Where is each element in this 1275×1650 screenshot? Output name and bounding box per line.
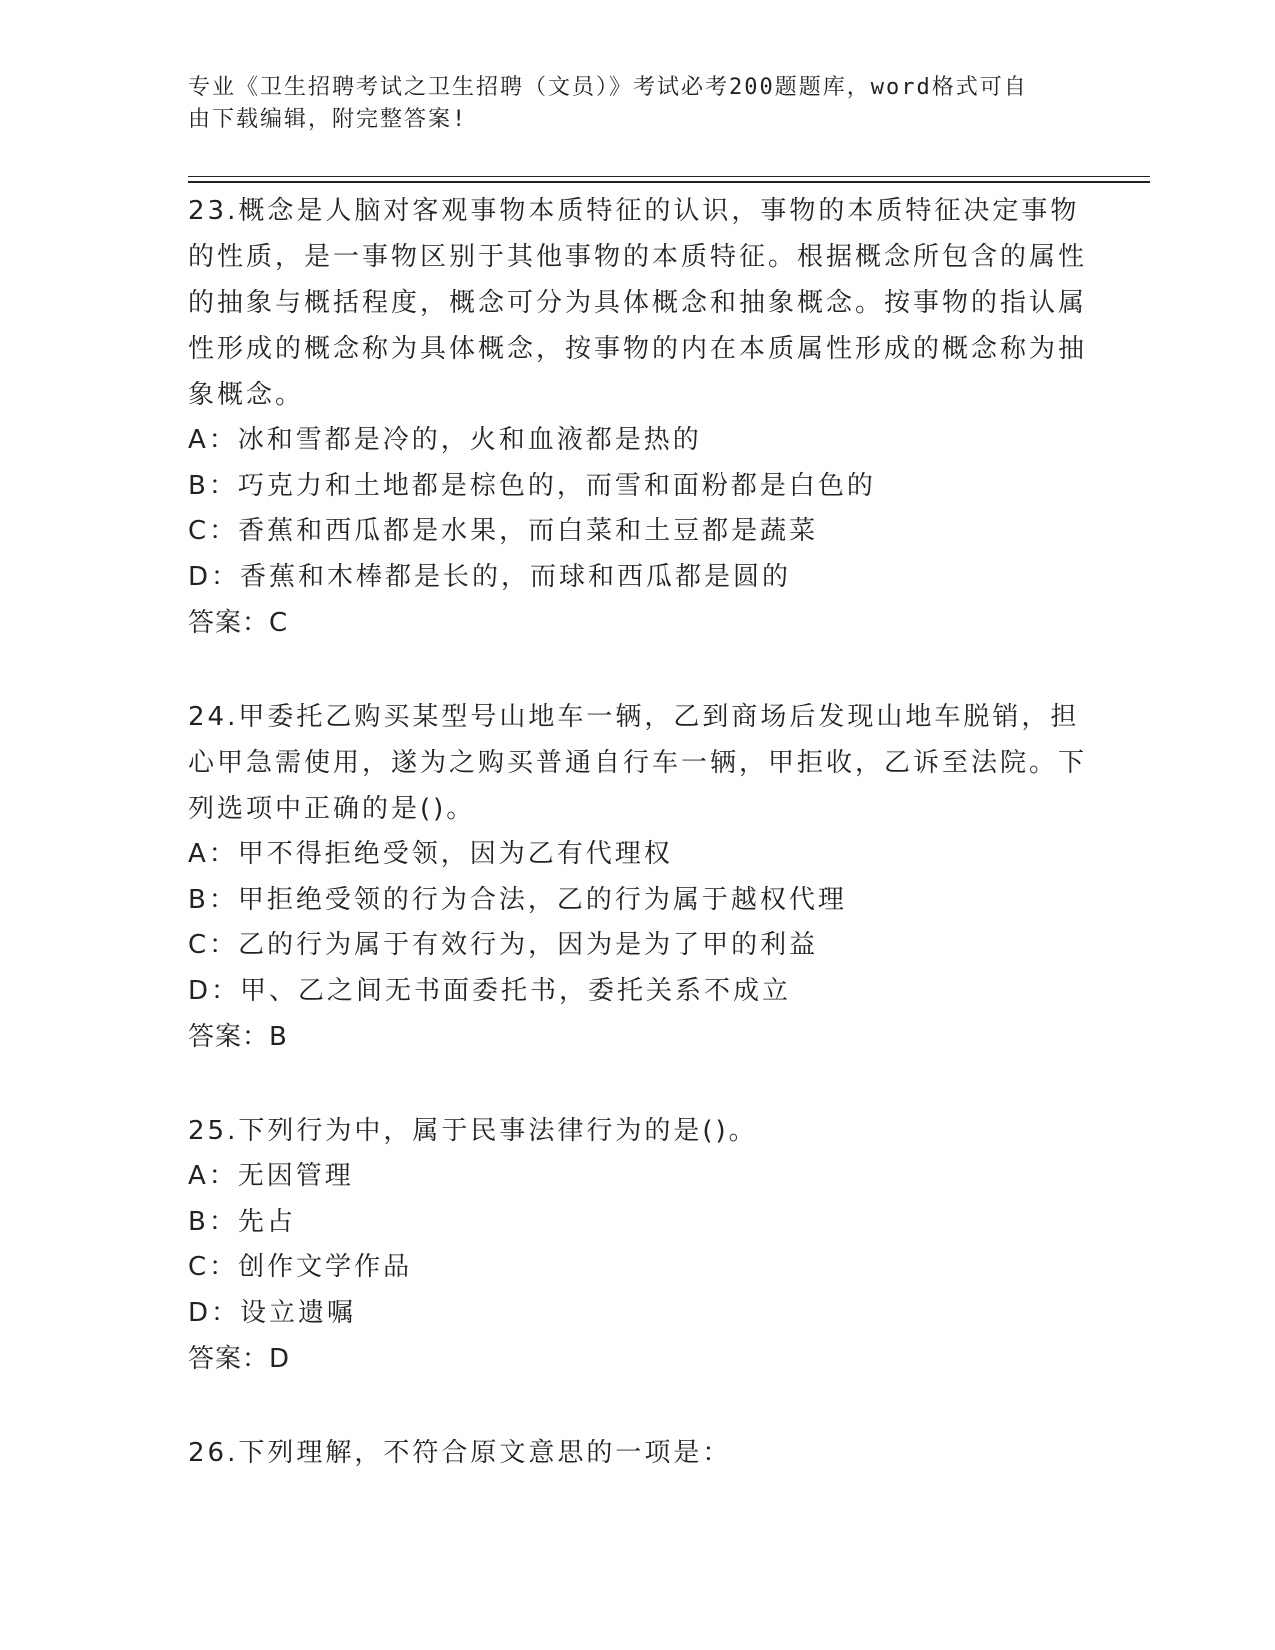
answer: 答案：B <box>188 1022 288 1052</box>
option-d: D：设立遗嘱 <box>188 1297 357 1328</box>
header-line-2: 由下载编辑，附完整答案! <box>188 107 468 132</box>
header-divider-thick <box>188 181 1150 183</box>
question-24 <box>188 694 1088 1060</box>
header-divider-thin <box>188 176 1150 177</box>
question-25 <box>188 1108 1088 1382</box>
question-stem: 23.概念是人脑对客观事物本质特征的认识，事物的本质特征决定事物的性质，是一事物区别于其他事物的本质特征。根据概念所包含的属性的抽象与概括程度，概念可分为具体概念和抽象概念。按事物的指认属性形成的概念称为具体概念，按事物的内在本质属性形成的概念称为抽象概念。 <box>188 196 1088 410</box>
option-a: A：无因管理 <box>188 1161 354 1191</box>
option-d: D：香蕉和木棒都是长的，而球和西瓜都是圆的 <box>188 561 792 592</box>
option-b: B：甲拒绝受领的行为合法，乙的行为属于越权代理 <box>188 884 847 915</box>
question-stem: 25.下列行为中，属于民事法律行为的是()。 <box>188 1116 758 1146</box>
question-26 <box>188 1430 1088 1476</box>
option-a: A：甲不得拒绝受领，因为乙有代理权 <box>188 839 673 869</box>
option-b: B：巧克力和土地都是棕色的，而雪和面粉都是白色的 <box>188 470 876 501</box>
option-c: C：乙的行为属于有效行为，因为是为了甲的利益 <box>188 930 819 960</box>
question-list <box>188 188 1088 1476</box>
document-header <box>188 72 1068 136</box>
option-d: D：甲、乙之间无书面委托书，委托关系不成立 <box>188 975 792 1006</box>
question-23 <box>188 188 1088 646</box>
answer: 答案：C <box>188 608 289 638</box>
header-line-1: 专业《卫生招聘考试之卫生招聘（文员）》考试必考200题题库，word格式可自 <box>188 75 1028 100</box>
answer: 答案：D <box>188 1344 291 1374</box>
option-b: B：先占 <box>188 1206 296 1237</box>
question-stem: 26.下列理解，不符合原文意思的一项是： <box>188 1438 732 1468</box>
option-a: A：冰和雪都是冷的，火和血液都是热的 <box>188 425 702 455</box>
option-c: C：创作文学作品 <box>188 1252 413 1282</box>
option-c: C：香蕉和西瓜都是水果，而白菜和土豆都是蔬菜 <box>188 516 819 546</box>
question-stem: 24.甲委托乙购买某型号山地车一辆，乙到商场后发现山地车脱销，担心甲急需使用，遂为之购买普通自行车一辆，甲拒收，乙诉至法院。下列选项中正确的是()。 <box>188 702 1088 824</box>
